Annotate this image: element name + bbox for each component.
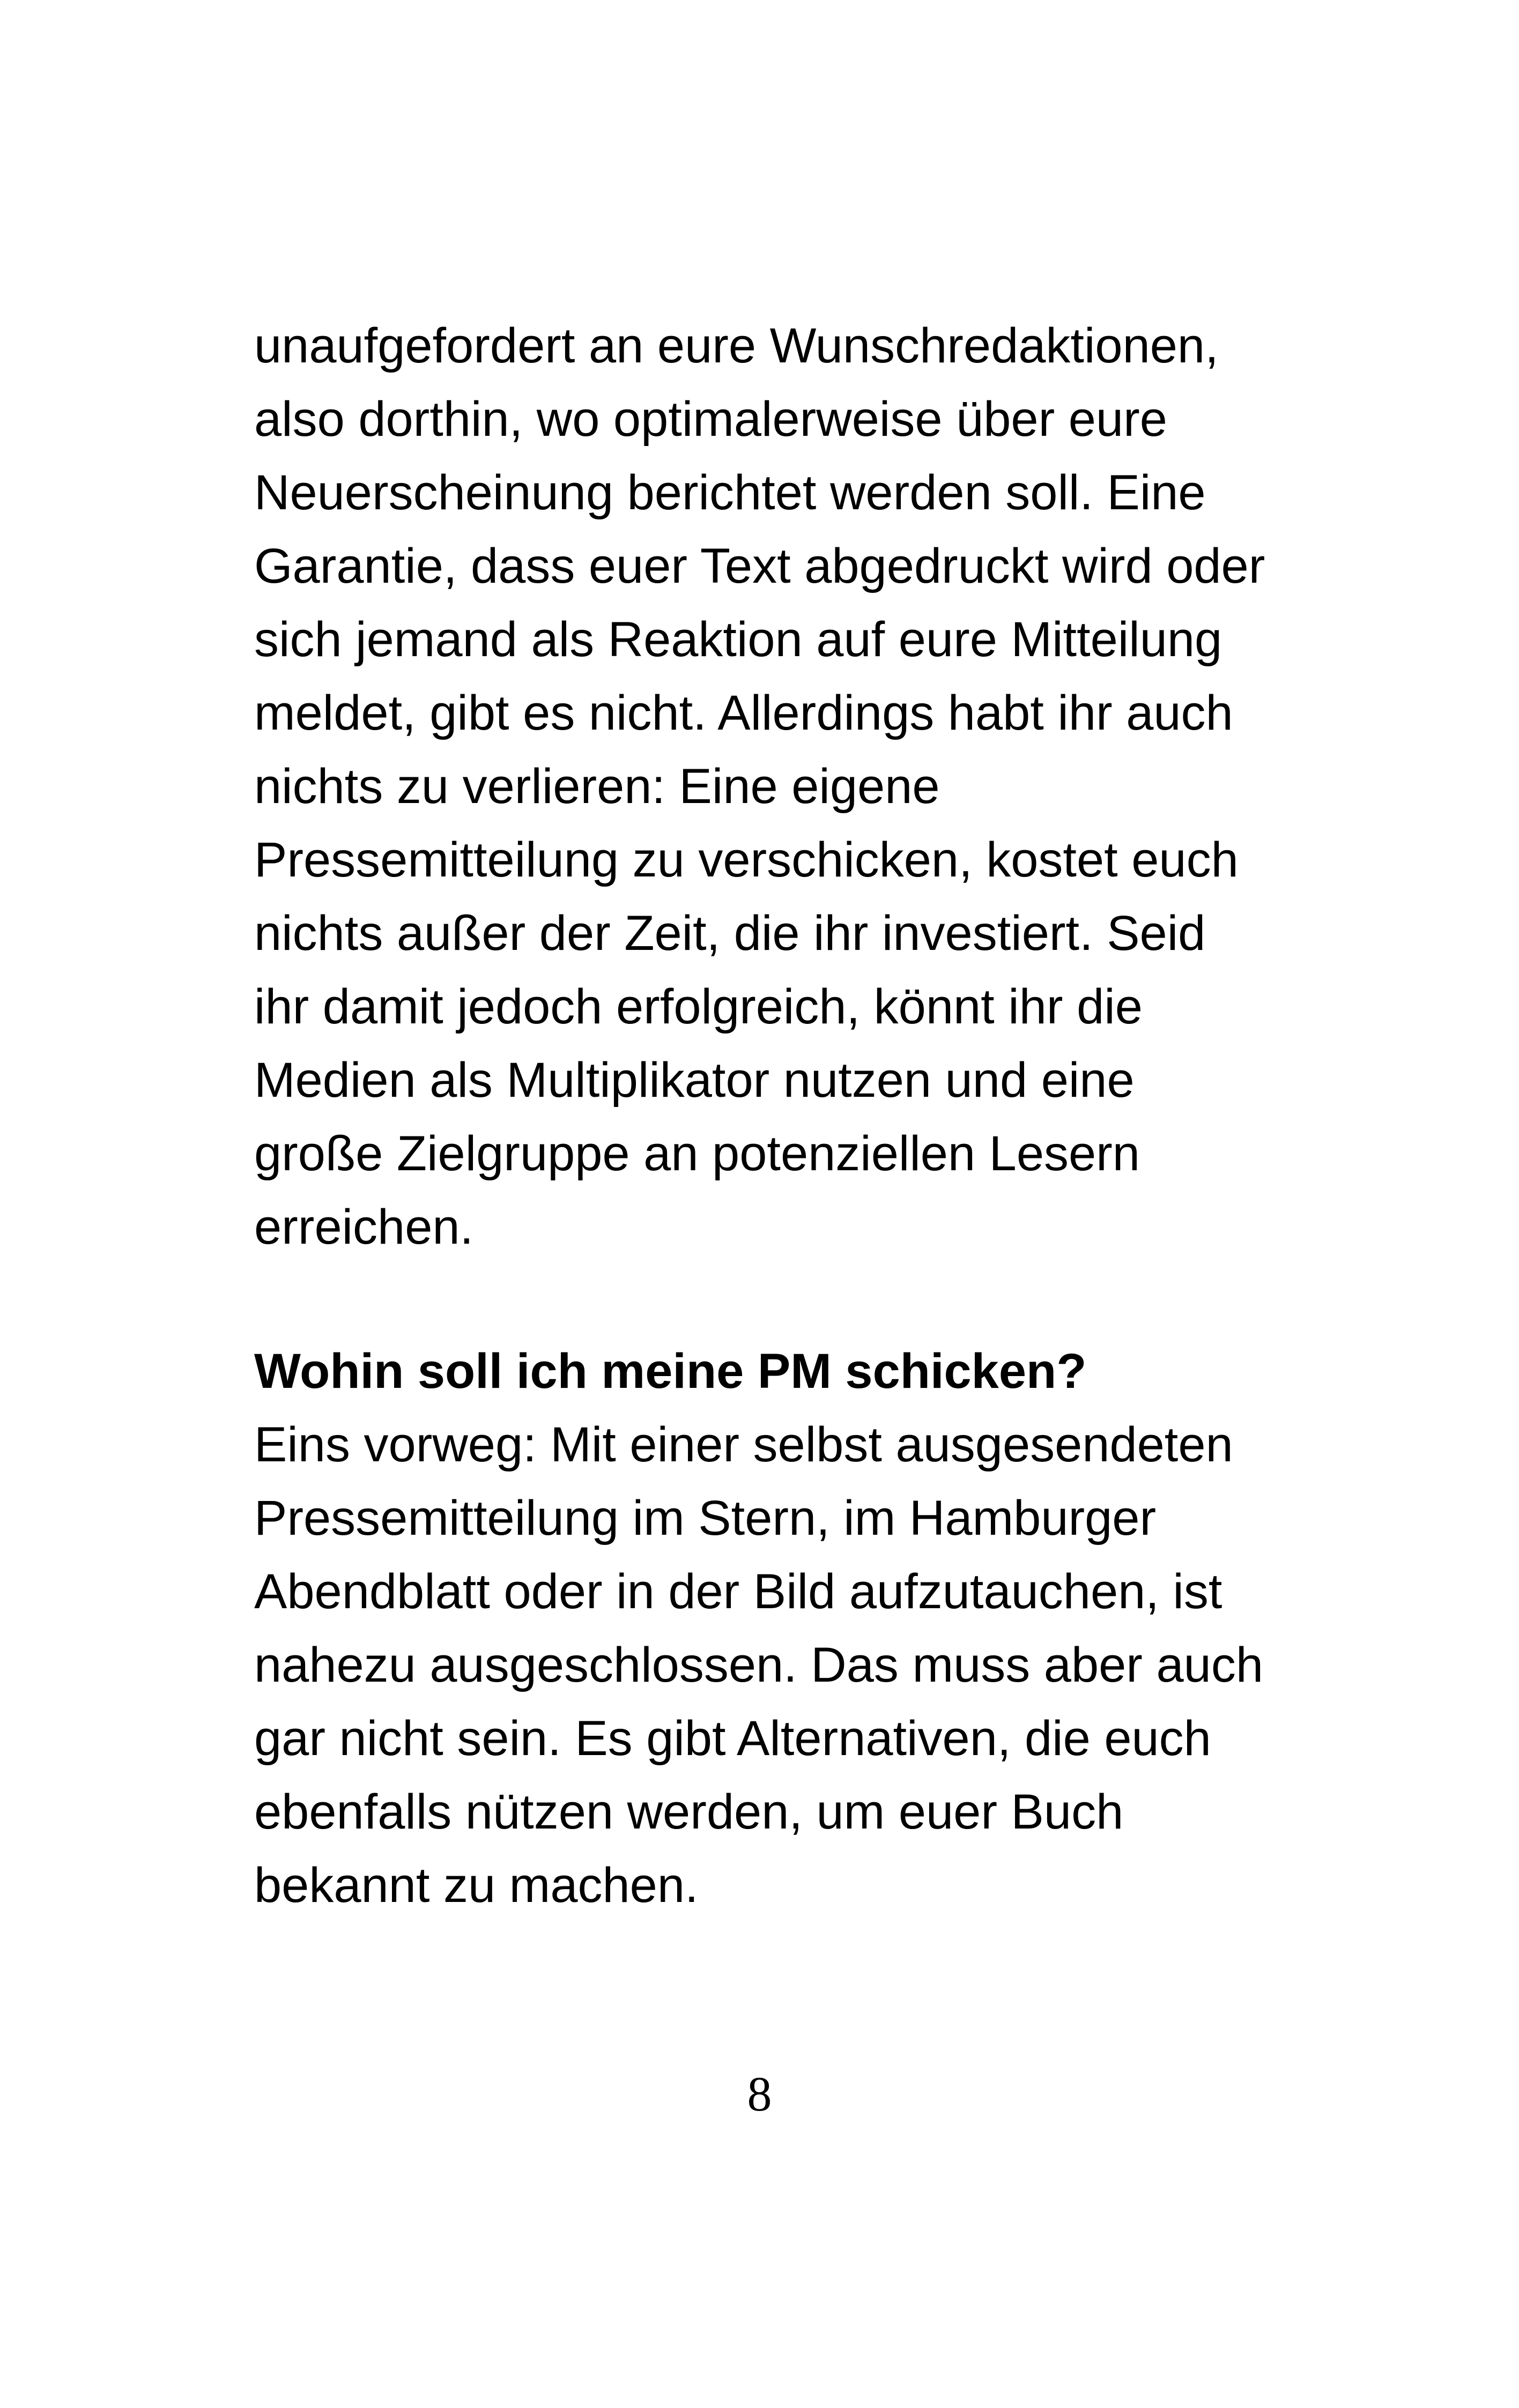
- text-line: Garantie, dass euer Text abgedruckt wird oder: [254, 539, 1265, 593]
- text-line: nichts zu verlieren: Eine eigene: [254, 759, 940, 814]
- text-line: unaufgefordert an eure Wunschredaktionen,: [254, 318, 1219, 373]
- text-line: Pressemitteilung zu verschicken, kostet euch: [254, 833, 1239, 887]
- text-line: erreichen.: [254, 1200, 474, 1254]
- text-line: Eins vorweg: Mit einer selbst ausgesendeten: [254, 1417, 1233, 1472]
- text-line: Medien als Multiplikator nutzen und eine: [254, 1053, 1135, 1108]
- text-line: Neuerscheinung berichtet werden soll. Eine: [254, 465, 1206, 520]
- text-line: ebenfalls nützen werden, um euer Buch: [254, 1785, 1124, 1839]
- text-line: Pressemitteilung im Stern, im Hamburger: [254, 1491, 1157, 1545]
- text-line: sich jemand als Reaktion auf eure Mitteilung: [254, 612, 1222, 667]
- text-line: gar nicht sein. Es gibt Alternativen, die euch: [254, 1711, 1211, 1766]
- text-line: also dorthin, wo optimalerweise über eure: [254, 392, 1167, 447]
- text-line: große Zielgruppe an potenziellen Lesern: [254, 1126, 1140, 1181]
- section-paragraph: [254, 1408, 1327, 1922]
- page-number: 8: [747, 2067, 772, 2121]
- paragraph-continuation: [254, 309, 1327, 1264]
- text-line: nichts außer der Zeit, die ihr investiert. Seid: [254, 906, 1206, 961]
- section-heading: Wohin soll ich meine PM schicken?: [254, 1344, 1087, 1399]
- text-line: meldet, gibt es nicht. Allerdings habt ihr auch: [254, 686, 1233, 740]
- text-line: nahezu ausgeschlossen. Das muss aber auch: [254, 1638, 1264, 1692]
- text-line: ihr damit jedoch erfolgreich, könnt ihr die: [254, 979, 1143, 1034]
- text-line: Abendblatt oder in der Bild aufzutauchen, ist: [254, 1564, 1222, 1619]
- text-line: bekannt zu machen.: [254, 1858, 699, 1913]
